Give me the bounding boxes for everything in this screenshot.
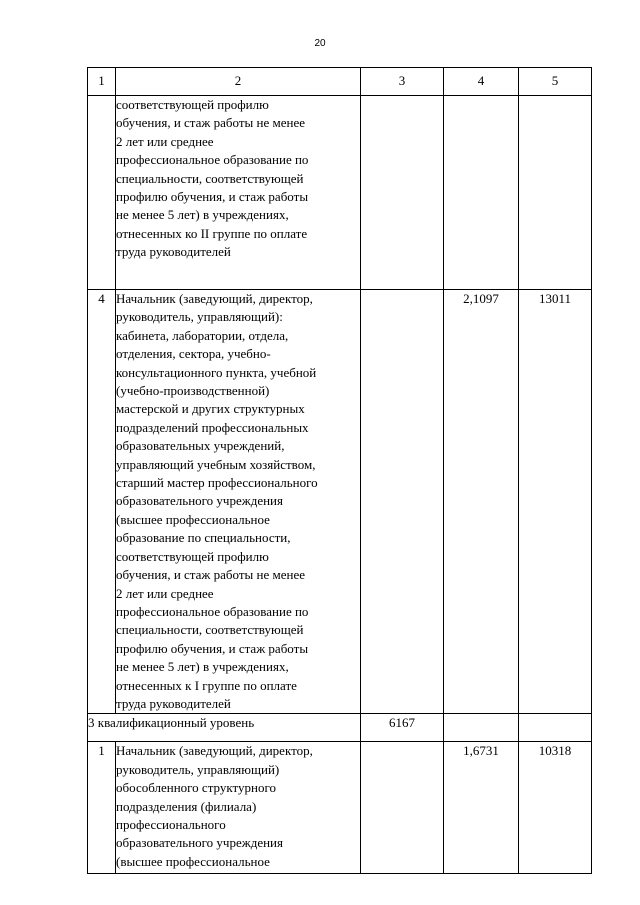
salary-amount [519, 96, 592, 290]
salary-table [87, 67, 592, 874]
coefficient [444, 714, 519, 742]
base-salary [361, 290, 444, 714]
position-description: Начальник (заведующий, директор, руководитель, управляющий): кабинета, лаборатории, отдела, отделения, сектора, учебно- консультационного пункта, учебной (учебно-производственной) мастерской и других структурных подразделений профессиональных образовательных учреждений, управляющий учебным хозяйством, старший мастер профессионального образовательного учреждения (высшее профессиональное образование по специальности, соответствующей профилю обучения, и стаж работы не менее 2 лет или среднее профессиональное образование по специальности, соответствующей профилю обучения, и стаж работы не менее 5 лет) в учреждениях, отнесенных к I группе по оплате труда руководителей [116, 290, 361, 714]
base-salary [361, 742, 444, 874]
salary-amount [519, 714, 592, 742]
table-header-row [88, 68, 592, 96]
header-col-3: 3 [361, 68, 444, 96]
header-col-5: 5 [519, 68, 592, 96]
table-row [88, 96, 592, 290]
row-number: 4 [88, 290, 116, 714]
header-col-1: 1 [88, 68, 116, 96]
page-number: 20 [314, 38, 326, 49]
table-row [88, 290, 592, 714]
row-number [88, 96, 116, 290]
level-base-salary: 6167 [361, 714, 444, 742]
qualification-level-row [88, 714, 592, 742]
salary-amount: 10318 [519, 742, 592, 874]
coefficient: 2,1097 [444, 290, 519, 714]
base-salary [361, 96, 444, 290]
coefficient: 1,6731 [444, 742, 519, 874]
row-number: 1 [88, 742, 116, 874]
header-col-2: 2 [116, 68, 361, 96]
position-description: соответствующей профилю обучения, и стаж работы не менее 2 лет или среднее профессиональное образование по специальности, соответствующей профилю обучения, и стаж работы не менее 5 лет) в учреждениях, отнесенных ко II группе по оплате труда руководителей [116, 96, 361, 290]
header-col-4: 4 [444, 68, 519, 96]
position-description: Начальник (заведующий, директор, руководитель, управляющий) обособленного структурного подразделения (филиала) профессионального образовательного учреждения (высшее профессиональное [116, 742, 361, 874]
table-row [88, 742, 592, 874]
salary-amount: 13011 [519, 290, 592, 714]
qualification-level-label: 3 квалификационный уровень [88, 714, 361, 742]
coefficient [444, 96, 519, 290]
